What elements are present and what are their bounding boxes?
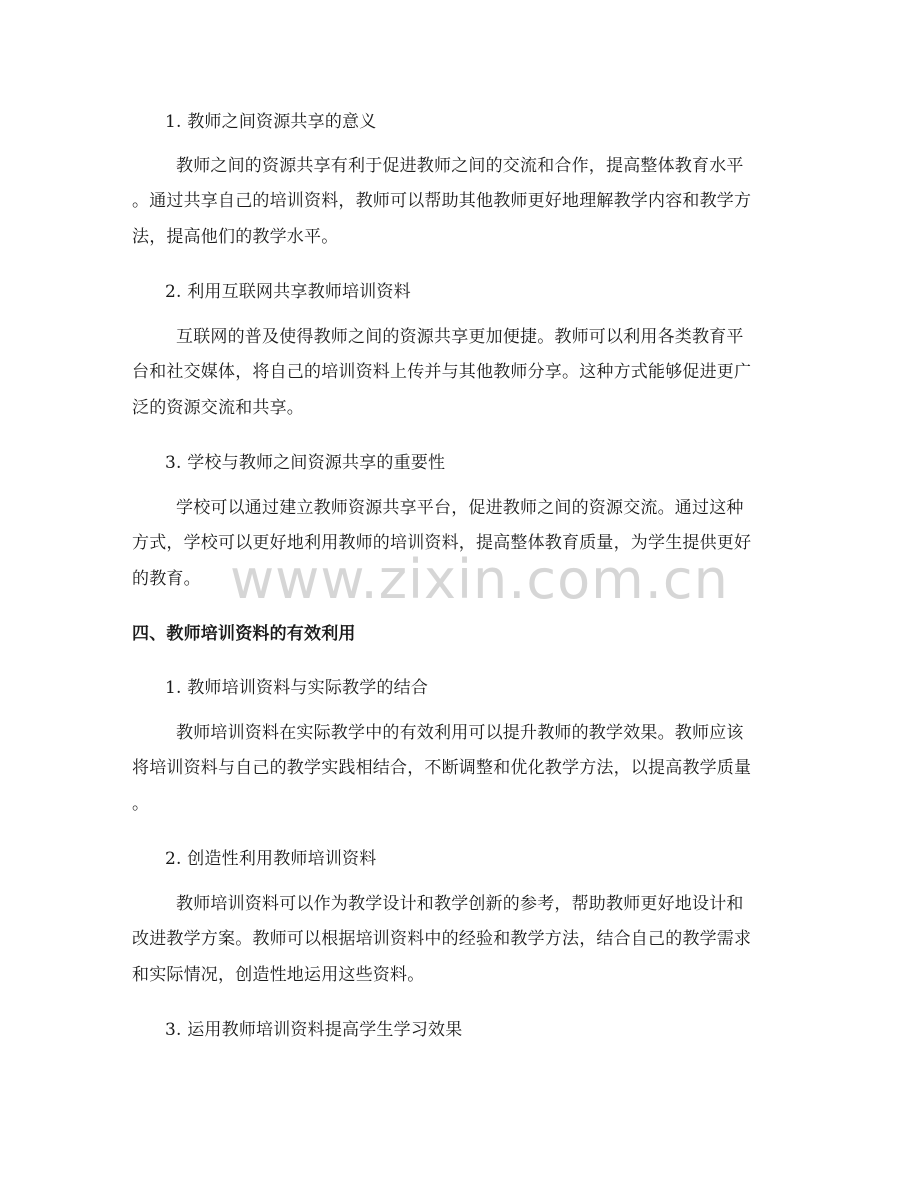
paragraph-line: 的教育。: [132, 569, 201, 589]
section-heading: 1. 教师培训资料与实际教学的结合: [165, 678, 429, 698]
paragraph-line: 法，提高他们的教学水平。: [132, 227, 339, 247]
paragraph-line: 台和社交媒体，将自己的培训资料上传并与其他教师分享。这种方式能够促进更广: [132, 362, 752, 382]
chapter-title: 四、教师培训资料的有效利用: [132, 624, 356, 644]
paragraph-line: 教师培训资料可以作为教学设计和教学创新的参考，帮助教师更好地设计和: [176, 894, 744, 914]
section-heading: 2. 创造性利用教师培训资料: [165, 849, 377, 869]
paragraph-line: 教师培训资料在实际教学中的有效利用可以提升教师的教学效果。教师应该: [176, 723, 744, 743]
paragraph-line: 方式，学校可以更好地利用教师的培训资料，提高整体教育质量，为学生提供更好: [132, 533, 752, 553]
watermark: www.zixin.com.cn: [230, 548, 729, 611]
paragraph-line: 。通过共享自己的培训资料，教师可以帮助其他教师更好地理解教学内容和教学方: [132, 191, 752, 211]
section-heading: 1. 教师之间资源共享的意义: [165, 112, 377, 132]
paragraph-line: 将培训资料与自己的教学实践相结合，不断调整和优化教学方法，以提高教学质量: [132, 758, 752, 778]
paragraph-line: 泛的资源交流和共享。: [132, 398, 304, 418]
section-heading: 3. 运用教师培训资料提高学生学习效果: [165, 1020, 463, 1040]
paragraph-line: 。: [132, 794, 150, 814]
paragraph-line: 和实际情况，创造性地运用这些资料。: [132, 965, 425, 985]
section-heading: 2. 利用互联网共享教师培训资料: [165, 282, 411, 302]
section-heading: 3. 学校与教师之间资源共享的重要性: [165, 453, 446, 473]
paragraph-line: 改进教学方案。教师可以根据培训资料中的经验和教学方法，结合自己的教学需求: [132, 929, 752, 949]
paragraph-line: 学校可以通过建立教师资源共享平台，促进教师之间的资源交流。通过这种: [176, 498, 744, 518]
paragraph-line: 教师之间的资源共享有利于促进教师之间的交流和合作，提高整体教育水平: [176, 156, 744, 176]
paragraph-line: 互联网的普及使得教师之间的资源共享更加便捷。教师可以利用各类教育平: [176, 327, 744, 347]
